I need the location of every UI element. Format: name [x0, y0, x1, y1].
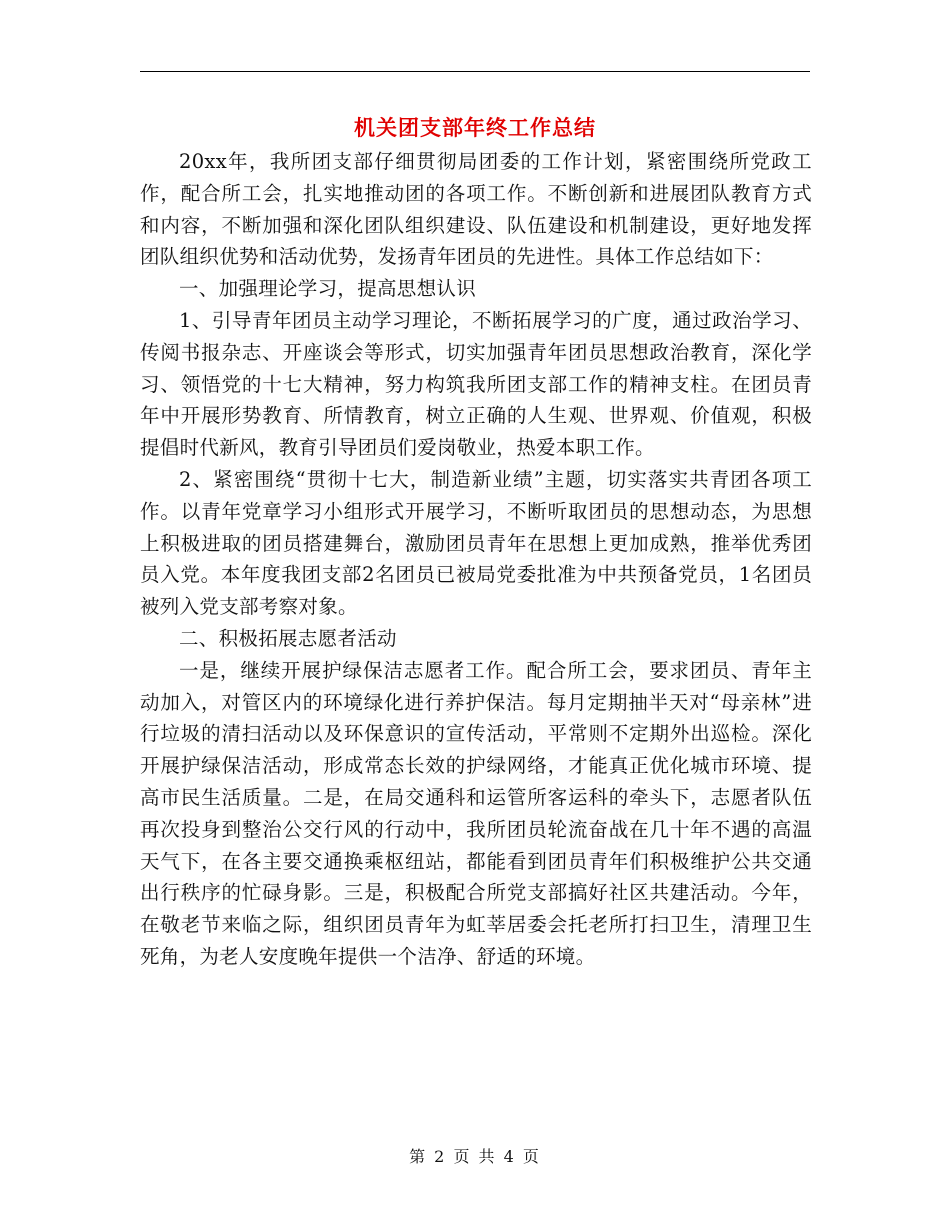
paragraph-intro: 20xx年，我所团支部仔细贯彻局团委的工作计划，紧密围绕所党政工作，配合所工会，扎实地推动团的各项工作。不断创新和进展团队教育方式和内容，不断加强和深化团队组织建设、队伍建设和机制建设，更好地发挥团队组织优势和活动优势，发扬青年团员的先进性。具体工作总结如下：	[140, 150, 812, 269]
section-heading-1: 一、加强理论学习，提高思想认识	[179, 277, 477, 301]
section-heading-2: 二、积极拓展志愿者活动	[179, 626, 397, 650]
document-title: 机关团支部年终工作总结	[354, 116, 596, 140]
paragraph-volunteer: 一是，继续开展护绿保洁志愿者工作。配合所工会，要求团员、青年主动加入，对管区内的环境绿化进行养护保洁。每月定期抽半天对“母亲林”进行垃圾的清扫活动以及环保意识的宣传活动，平常则不定期外出巡检。深化开展护绿保洁活动，形成常态长效的护绿网络，才能真正优化城市环境、提高市民生活质量。二是，在局交通科和运管所客运科的牵头下，志愿者队伍再次投身到整治公交行风的行动中，我所团员轮流奋战在几十年不遇的高温天气下，在各主要交通换乘枢纽站，都能看到团员青年们积极维护公共交通出行秩序的忙碌身影。三是，积极配合所党支部搞好社区共建活动。今年，在敬老节来临之际，组织团员青年为虹莘居委会托老所打扫卫生，清理卫生死角，为老人安度晚年提供一个洁净、舒适的环境。	[140, 658, 812, 968]
paragraph-item-1: 1、引导青年团员主动学习理论，不断拓展学习的广度，通过政治学习、传阅书报杂志、开座谈会等形式，切实加强青年团员思想政治教育，深化学习、领悟党的十七大精神，努力构筑我所团支部工作的精神支柱。在团员青年中开展形势教育、所情教育，树立正确的人生观、世界观、价值观，积极提倡时代新风，教育引导团员们爱岗敬业，热爱本职工作。	[140, 308, 812, 460]
header-rule	[140, 71, 810, 72]
page-footer: 第 2 页 共 4 页	[409, 1147, 541, 1166]
paragraph-item-2: 2、紧密围绕“贯彻十七大，制造新业绩”主题，切实落实共青团各项工作。以青年党章学习小组形式开展学习，不断听取团员的思想动态，为思想上积极进取的团员搭建舞台，激励团员青年在思想上更加成熟，推举优秀团员入党。本年度我团支部2名团员已被局党委批准为中共预备党员，1名团员被列入党支部考察对象。	[140, 467, 812, 619]
document-body	[140, 146, 812, 973]
